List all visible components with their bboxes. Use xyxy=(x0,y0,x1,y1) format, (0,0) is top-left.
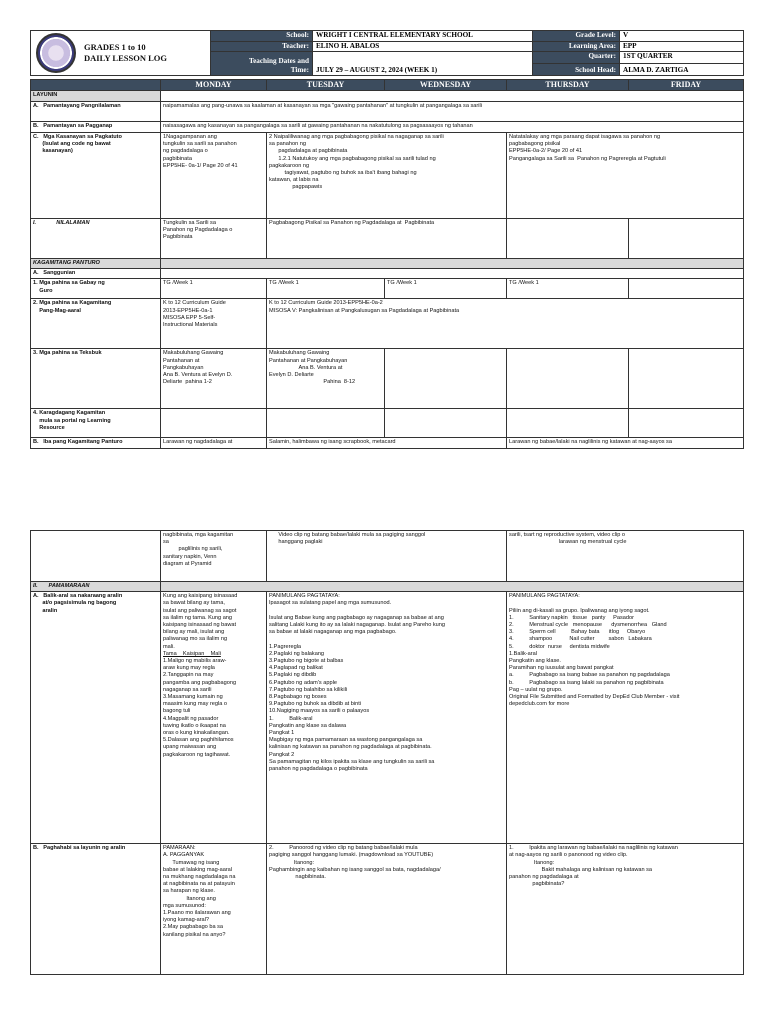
iba-pang-kagamitan-tuesday: Salamin, halimbawa ng isang scrapbook, metacard xyxy=(267,438,507,449)
teksbuk-tuesday: Makabuluhang Gawaing Pantahanan at Pangkabuhayan Ana B. Ventura at Evelyn D. Deliarte Pahina 8-12 xyxy=(267,349,385,409)
paghahabi-tuesday: 2. Panoorod ng video clip ng batang babae/lalaki mula pagiging sanggol hanggang lumaki. (magdownload sa YOUTUBE) Itanong: Paghambingin ang kaibahan ng isang sanggol sa bata, nagdadalaga/ nagbibinata. xyxy=(267,844,507,975)
head-label: School Head: xyxy=(533,64,620,76)
row-label-pamantayan-sa-pagganap: B. Pamantayan sa Pagganap xyxy=(31,122,161,133)
iba-pang-kagamitan-monday: Larawan ng nagdadalaga at xyxy=(161,438,267,449)
row-label-nilalaman: I. NILALAMAN xyxy=(31,219,161,259)
pamantayan-sa-pagganap-text: naisasagawa ang kasanayan sa pangangalaga sa sarili at gawaing pantahanan na nakatutulong sa pagsasaayos ng tahanan xyxy=(161,122,744,133)
title-line-2: DAILY LESSON LOG xyxy=(84,53,167,63)
layunin-heading: LAYUNIN xyxy=(31,91,161,102)
karagdagang-tuesday xyxy=(267,409,385,438)
row-label-balik-aral: A. Balik-aral sa nakaraang aralin at/o pagsisimula ng bagong aralin xyxy=(31,592,161,844)
lesson-table-page-2 xyxy=(30,530,744,975)
corner-cell xyxy=(31,80,161,91)
continued-thursday: sarili, tsart ng reproductive system, video clip o larawan ng menstrual cycle xyxy=(507,531,744,582)
nilalaman-monday: Tungkulin sa Sarili sa Panahon ng Pagdadalaga o Pagbibinata xyxy=(161,219,267,259)
teksbuk-wednesday xyxy=(385,349,507,409)
school-value: WRIGHT I CENTRAL ELEMENTARY SCHOOL xyxy=(313,31,533,42)
day-header-tuesday: TUESDAY xyxy=(267,80,385,91)
row-label-sanggunian: A. Sanggunian xyxy=(31,269,161,279)
gabay-wednesday: TG /Week 1 xyxy=(385,279,507,299)
karagdagang-thursday xyxy=(507,409,629,438)
teacher-value: ELINO H. ABALOS xyxy=(313,41,533,52)
row-label-karagdagang-kagamitan: 4. Karagdagang Kagamitan mula sa portal ng Learning Resource xyxy=(31,409,161,438)
balik-aral-thursday: PANIMULANG PAGTATAYA: Piliin ang di-kasali sa grupo. Ipaliwanag ang iyong sagot. 1. Sanitary napkin tissue panty Pasador 2. Menstrual cycle menopause dysmenorrhea Gland 3. Sperm cell Bahay bata itlog Obaryo 4. shampoo Nail cutter sabon Labakara 5. doktor nurse dentista midwife 1.Balik-aral Pangkatin ang klase. Paramihan ng iuusulat ang bawat pangkat a. Pagbabago sa isang babae sa panahon ng pagdadalaga b. Pagbabago sa isang lalaki sa panahon ng pagbibinata Pag – uulat ng grupo. Original File Submitted and Formatted by DepEd Club Member - visit depedclub.com for more xyxy=(507,592,744,844)
grade-label: Grade Level: xyxy=(533,31,620,42)
layunin-blank xyxy=(161,91,744,102)
kagamitang-pang-mag-aaral-monday: K to 12 Curriculum Guide 2013-EPP5HE-0a-1 MISOSA EPP 5-Self- Instructional Materials xyxy=(161,299,267,349)
quarter-label: Quarter: xyxy=(533,52,620,64)
quarter-text: 1ST QUARTER xyxy=(623,52,673,60)
quarter-value xyxy=(620,52,744,64)
kasanayan-tuesday: 2 Naipaliliwanag ang mga pagbabagong pisikal na nagaganap sa sarili sa panahon ng pagdadalaga at pagbibinata 1.2.1 Natutukoy ang mga pagbabagong pisikal sa sarili tulad ng pagkakaroon ng tagiyawat, pagtubo ng buhok sa iba't ibang bahagi ng katawan, at labis na pagpapawis xyxy=(267,133,507,219)
area-value: EPP xyxy=(620,41,744,52)
lesson-log-header xyxy=(30,30,744,76)
nilalaman-friday xyxy=(629,219,744,259)
karagdagang-monday xyxy=(161,409,267,438)
page-one xyxy=(30,30,743,449)
school-label: School: xyxy=(211,31,313,42)
row-label-teksbuk: 3. Mga pahina sa Teksbuk xyxy=(31,349,161,409)
kagamitang-panturo-band xyxy=(161,259,744,269)
deped-seal-icon xyxy=(36,33,76,73)
row-label-kagamitang-pang-mag-aaral: 2. Mga pahina sa Kagamitang Pang-Mag-aaral xyxy=(31,299,161,349)
row-label-paghahabi: B. Paghahabi sa layunin ng aralin xyxy=(31,844,161,975)
header-title-cell xyxy=(31,31,211,76)
sanggunian-blank xyxy=(161,269,744,279)
continued-tuesday: Video clip ng batang babae/lalaki mula sa pagiging sanggol hanggang paglaki xyxy=(267,531,507,582)
gabay-tuesday: TG /Week 1 xyxy=(267,279,385,299)
pamamaraan-band xyxy=(161,582,744,592)
document-title xyxy=(84,42,167,64)
kagamitang-panturo-heading: KAGAMITANG PANTURO xyxy=(31,259,161,269)
area-label: Learning Area: xyxy=(533,41,620,52)
page-two xyxy=(30,530,743,975)
grade-value: V xyxy=(620,31,744,42)
teksbuk-monday: Makabuluhang Gawaing Pantahanan at Pangkabuhayan Ana B. Ventura at Evelyn D. Deliarte pahina 1-2 xyxy=(161,349,267,409)
balik-aral-items: 1.Maligo ng mabilis araw- araw kung may regla 2.Tanggapin na may pangamba ang pagbabagong nagaganap sa sarili 3.Masamang kumain ng maasim kung may regla o bagong tuli 4.Magpalit ng pasador tuwing ikatlo o ikaapat na oras o kung kinakailangan. 5.Dalasan ang paghihilamos upang maiwasan ang pagkakaroon ng tagihawat. xyxy=(163,658,237,758)
nilalaman-thursday xyxy=(507,219,629,259)
day-header-thursday: THURSDAY xyxy=(507,80,629,91)
iba-pang-kagamitan-thursday: Larawan ng babae/lalaki na naglilinis ng katawan at nag-aayos sa xyxy=(507,438,744,449)
pamantayang-pangnilalaman-text: naipamamalas ang pang-unawa sa kaalaman at kasanayan sa mga "gawaing pantahanan" at tungkulin at pangangalaga sa sarili xyxy=(161,102,744,122)
nilalaman-tuesday: Pagbabagong Pisikal sa Panahon ng Pagdadalaga at Pagbibinata xyxy=(267,219,507,259)
teksbuk-thursday xyxy=(507,349,629,409)
gabay-friday xyxy=(629,279,744,299)
title-line-1: GRADES 1 to 10 xyxy=(84,42,146,52)
karagdagang-friday xyxy=(629,409,744,438)
paghahabi-monday: PAMARAAN: A. PAGGANYAK Tumawag ng isang babae at lalaking mag-aaral na mukhang nagdadalaga na at nagbibinata na at patayuin sa harapan ng klase. Itanong ang mga sumusunod: 1.Paano mo ilalarawan ang iyong kamag-aral? 2.May pagbabago ba sa kanilang pisikal na anyo? xyxy=(161,844,267,975)
row-label-kasanayan: C. Mga Kasanayan sa Pagkatuto (Isulat ang code ng bawat kasanayan) xyxy=(31,133,161,219)
teksbuk-friday xyxy=(629,349,744,409)
gabay-thursday: TG /Week 1 xyxy=(507,279,629,299)
continued-monday: nagbibinata, mga kagamitan sa paglilinis ng sarili, sanitary napkin, Venn diagram at Pyramid xyxy=(161,531,267,582)
day-header-friday: FRIDAY xyxy=(629,80,744,91)
balik-aral-tuesday: PANIMULANG PAGTATAYA: Ipasagot sa sulatang papel ang mga sumusunod. Isulat ang Babae kung ang pagbabago ay nagaganap sa babae at ang salitang Lalaki kung ito ay sa lalaki nagaganap. Isulat ang Pareho kung sa babae at lalaki nagaganap ang mga pagbabago. 1.Pagreregla 2.Paglaki ng balakang 3.Pagtubo ng bigote at balbas 4.Paglapad ng balikat 5.Paglaki ng dibdib 6.Pagtubo ng adam's apple 7.Pagtubo ng balahibo sa kilikili 8.Pagbabago ng boses 9.Pagtubo ng buhok sa dibdib at binti 10.Nagiging maayos sa sarili o palaayos 1. Balik-aral Pangkatin ang klase sa dalawa Pangkat 1 Magbigay ng mga pamamaraan sa wastong pangangalaga sa kalinisan ng katawan sa panahon ng pagdadalaga at pagbibinata. Pangkat 2 Sa pamamagitan ng kilos ipakita sa klase ang tungkulin sa sarili sa panahon ng pagdadalaga o pagbibinata xyxy=(267,592,507,844)
row-label-pamantayang-pangnilalaman: A. Pamantayang Pangnilalaman xyxy=(31,102,161,122)
day-header-wednesday: WEDNESDAY xyxy=(385,80,507,91)
teacher-label: Teacher: xyxy=(211,41,313,52)
balik-aral-column-heads: Tama Kaisipan Mali xyxy=(163,650,221,657)
row-label-gabay-ng-guro: 1. Mga pahina sa Gabay ng Guro xyxy=(31,279,161,299)
paghahabi-thursday: 1. Ipakita ang larawan ng babae/lalaki na naglilinis ng katawan at nag-aayos ng sarili o panonood ng video clip. Itanong: Bakit mahalaga ang kalinisan ng katawan sa panahon ng pagdadalaga at pagbibinata? xyxy=(507,844,744,975)
gabay-monday: TG /Week 1 xyxy=(161,279,267,299)
kasanayan-monday: 1Nagagampanan ang tungkulin sa sarili sa panahon ng pagdadalaga o pagbibinata EPP5HE- 0a-1/ Page 20 of 41 xyxy=(161,133,267,219)
balik-aral-monday xyxy=(161,592,267,844)
balik-aral-instructions: Kung ang kaisipang isinasaad sa bawat bilang ay tama, isulat ang paliwanag sa sagot sa ilalim ng tama. Kung ang kaisipang isinasaad ng bawat bilang ay mali, isulat ang paliwanag mo sa ilalim ng mali. xyxy=(163,593,238,650)
head-value: ALMA D. ZARTIGA xyxy=(620,64,744,76)
row-label-iba-pang-kagamitan: B. Iba pang Kagamitang Panturo xyxy=(31,438,161,449)
kagamitang-pang-mag-aaral-tuesday: K to 12 Curriculum Guide 2013-EPP5HE-0a-2 MISOSA V: Pangkalinisan at Pangkalusugan sa Pagdadalaga at Pagbibinata xyxy=(267,299,744,349)
dates-label: Teaching Dates and Time: xyxy=(211,52,313,76)
kasanayan-thursday: Natatalakay ang mga paraang dapat isagawa sa panahon ng pagbabagong pisikal EPP5HE-0a-2/ Page 20 of 41 Pangangalaga sa Sarili sa Panahon ng Pagreregla at Pagtutuli xyxy=(507,133,744,219)
lesson-table-page-1 xyxy=(30,79,744,449)
pamamaraan-heading: II. PAMAMARAAN xyxy=(31,582,161,592)
dates-value: JULY 29 – AUGUST 2, 2024 (WEEK 1) xyxy=(313,52,533,76)
continued-label-cell xyxy=(31,531,161,582)
karagdagang-wednesday xyxy=(385,409,507,438)
day-header-monday: MONDAY xyxy=(161,80,267,91)
